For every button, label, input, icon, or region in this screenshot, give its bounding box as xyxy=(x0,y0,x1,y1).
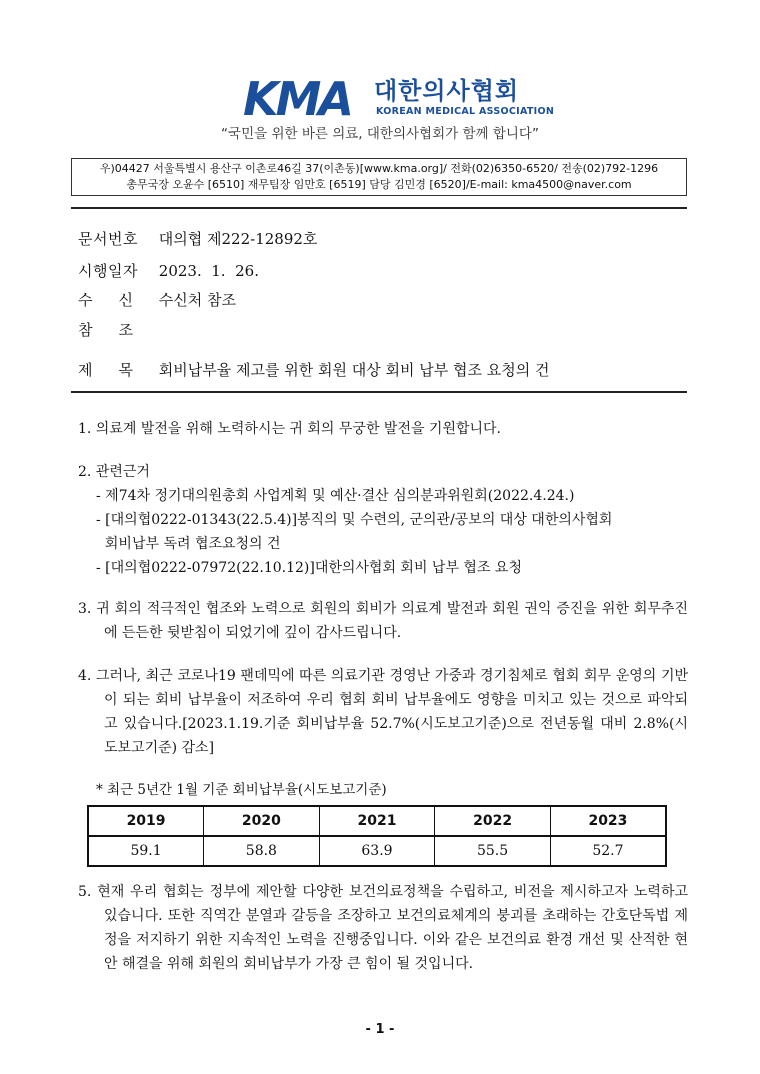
basis-item-2: - [대의협0222-01343(22.5.4)]봉직의 및 수련의, 군의관/공보의 대상 대한의사협회 xyxy=(96,512,613,528)
contact-line-staff: 총무국장 오윤수 [6510] 재무팀장 임만호 [6519] 담당 김민경 [6520]/E-mail: kma4500@naver.com xyxy=(126,178,632,191)
contact-box xyxy=(71,158,687,196)
basis-item-1: - 제74차 정기대의원총회 사업계획 및 예산·결산 심의분과위원회(2022.4.24.) xyxy=(96,488,575,504)
paragraph-5 xyxy=(78,880,688,976)
paragraph-5-text: 5. 현재 우리 협회는 정부에 제안할 다양한 보건의료정책을 수립하고, 비전을 제시하고자 노력하고 있습니다. 또한 직역간 분열과 갈등을 조장하고 보건의료체계의 붕괴를 초래하는 간호단독법 제정을 저지하기 위한 지속적인 노력을 진행중입니다. 이와 같은 보건의료 환경 개선 및 산적한 현안 해결을 위해 회원의 회비납부가 가장 큰 힘이 될 것입니다. xyxy=(78,884,688,972)
year-header: 2019 xyxy=(88,806,204,836)
rate-cell: 52.7 xyxy=(550,836,666,866)
basis-item-3: - [대의협0222-07972(22.10.12)]대한의사협회 회비 납부 협조 요청 xyxy=(96,560,522,576)
contact-line-address: 우)04427 서울특별시 용산구 이촌로46길 37(이촌동)[www.kma.org]/ 전화(02)6350-6520/ 전송(02)792-1296 xyxy=(99,162,659,175)
paragraph-4 xyxy=(78,664,688,760)
doc-number-label: 문서번호 xyxy=(78,230,138,248)
subject-divider xyxy=(71,391,687,393)
year-header: 2023 xyxy=(550,806,666,836)
paragraph-1-text: 1. 의료계 발전을 위해 노력하시는 귀 회의 무궁한 발전을 기원합니다. xyxy=(78,421,502,437)
year-header: 2021 xyxy=(319,806,435,836)
doc-number-value: 대의협 제222-12892호 xyxy=(158,230,318,248)
reference-label: 참조 xyxy=(78,321,159,339)
rate-cell: 55.5 xyxy=(435,836,551,866)
rate-cell: 59.1 xyxy=(88,836,204,866)
date-value: 2023. 1. 26. xyxy=(158,262,259,280)
table-header-row xyxy=(88,806,666,836)
logo-korean-name: 대한의사협회 xyxy=(374,77,520,105)
meta-subject xyxy=(78,360,549,380)
page-number: - 1 - xyxy=(365,1022,395,1037)
year-header: 2020 xyxy=(204,806,320,836)
paragraph-3-text: 3. 귀 회의 적극적인 협조와 노력으로 회원의 회비가 의료계 발전과 회원 권익 증진을 위한 회무추진에 든든한 뒷받침이 되었기에 깊이 감사드립니다. xyxy=(78,601,688,641)
rate-cell: 58.8 xyxy=(204,836,320,866)
basis-item-2-cont: 회비납부 독려 협조요청의 건 xyxy=(96,536,281,552)
subject-value: 회비납부율 제고를 위한 회원 대상 회비 납부 협조 요청의 건 xyxy=(158,361,550,379)
table-caption: * 최근 5년간 1월 기준 회비납부율(시도보고기준) xyxy=(96,782,387,798)
meta-recipient xyxy=(78,290,236,310)
logo-english-name: KOREAN MEDICAL ASSOCIATION xyxy=(376,106,555,117)
recipient-value: 수신처 참조 xyxy=(158,291,236,309)
slogan: “국민을 위한 바른 의료, 대한의사협회가 함께 합니다” xyxy=(221,126,539,142)
kma-logo-mark: KMA xyxy=(243,72,352,126)
paragraph-3 xyxy=(78,597,688,645)
meta-date xyxy=(78,261,259,281)
paragraph-4-text: 4. 그러나, 최근 코로나19 팬데믹에 따른 의료기관 경영난 가중과 경기침체로 협회 회무 운영의 기반이 되는 회비 납부율이 저조하여 우리 협회 회비 납부율에도 영향을 미치고 있는 것으로 파악되고 있습니다.[2023.1.19.기준 회비납부율 52.7%(시도보고기준)으로 전년동월 대비 2.8%(시도보고기준) 감소] xyxy=(78,668,688,756)
paragraph-1 xyxy=(78,417,688,441)
paragraph-2 xyxy=(78,460,688,580)
dues-rate-table xyxy=(87,805,667,867)
recipient-label: 수신 xyxy=(78,291,159,309)
table-row xyxy=(88,836,666,866)
header-divider xyxy=(71,207,687,209)
paragraph-2-title: 2. 관련근거 xyxy=(78,464,150,480)
year-header: 2022 xyxy=(435,806,551,836)
subject-label: 제목 xyxy=(78,361,159,379)
rate-cell: 63.9 xyxy=(319,836,435,866)
date-label: 시행일자 xyxy=(78,262,138,280)
meta-doc-number xyxy=(78,229,317,249)
meta-reference xyxy=(78,320,159,340)
